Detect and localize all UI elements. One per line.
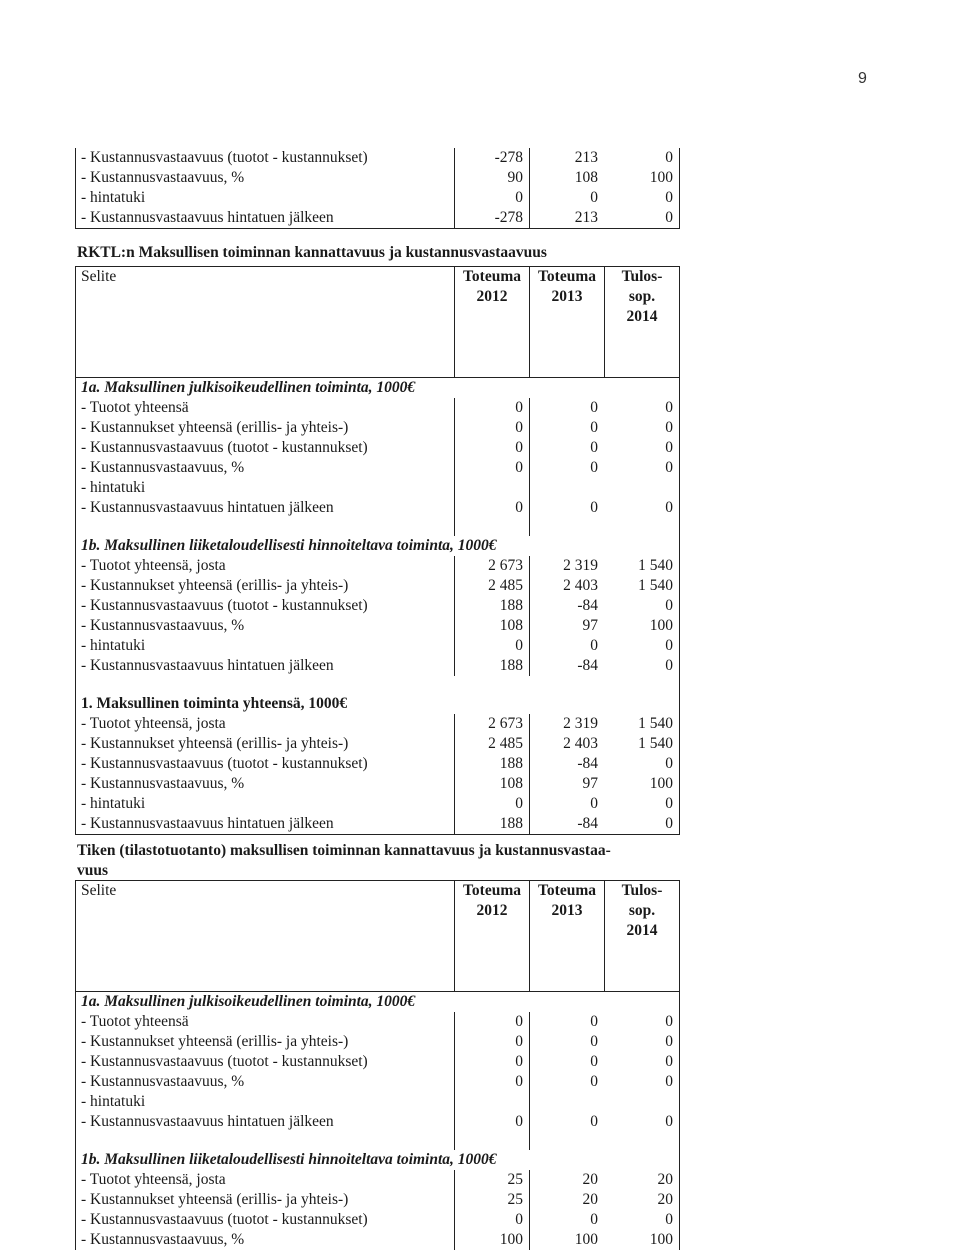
table-row bbox=[76, 794, 679, 814]
value-2012: 0 bbox=[454, 498, 529, 518]
value-2012: 90 bbox=[454, 168, 529, 188]
value-2013: 0 bbox=[529, 1210, 604, 1230]
value-2012: 108 bbox=[454, 616, 529, 636]
row-label: - Kustannusvastaavuus, % bbox=[81, 775, 245, 792]
rktl-table bbox=[75, 266, 680, 835]
row-label: - Kustannusvastaavuus, % bbox=[81, 1231, 245, 1248]
value-2014: 0 bbox=[665, 189, 673, 206]
value-2013: 0 bbox=[529, 1052, 604, 1072]
table-row bbox=[76, 188, 679, 208]
value-2013: 20 bbox=[529, 1190, 604, 1210]
value-2014: 1 540 bbox=[638, 557, 673, 574]
row-label: - Kustannukset yhteensä (erillis- ja yhteis-) bbox=[81, 419, 349, 436]
value-2012: 108 bbox=[454, 774, 529, 794]
value-2013: -84 bbox=[529, 754, 604, 774]
rktl-spacer-2 bbox=[76, 676, 679, 694]
value-2014: 0 bbox=[665, 399, 673, 416]
tike-1a-rows bbox=[76, 1012, 679, 1132]
value-2014: 100 bbox=[649, 775, 673, 792]
row-label: - hintatuki bbox=[81, 637, 146, 654]
tike-header-spacer bbox=[76, 941, 679, 992]
table-row bbox=[76, 498, 679, 518]
value-2013: 213 bbox=[529, 208, 604, 228]
row-label: - Kustannusvastaavuus hintatuen jälkeen bbox=[81, 657, 334, 674]
row-label: - Tuotot yhteensä bbox=[81, 1013, 189, 1030]
tike-1a-heading: 1a. Maksullinen julkisoikeudellinen toiminta, 1000€ bbox=[81, 993, 416, 1010]
value-2014: 0 bbox=[665, 419, 673, 436]
row-label: - Kustannusvastaavuus (tuotot - kustannukset) bbox=[81, 597, 368, 614]
value-2013: 0 bbox=[529, 458, 604, 478]
value-2012: 0 bbox=[454, 458, 529, 478]
rktl-header-2013: Toteuma 2013 bbox=[529, 267, 604, 327]
value-2013: -84 bbox=[529, 814, 604, 834]
value-2012: 0 bbox=[454, 1032, 529, 1052]
value-2012: 25 bbox=[454, 1190, 529, 1210]
table-row bbox=[76, 616, 679, 636]
value-2014: 0 bbox=[665, 795, 673, 812]
tike-1b-rows bbox=[76, 1170, 679, 1250]
table-row bbox=[76, 576, 679, 596]
tike-title-line1: Tiken (tilastotuotanto) maksullisen toiminnan kannattavuus ja kustannusvastaa- bbox=[77, 842, 611, 859]
value-2013: 0 bbox=[529, 418, 604, 438]
row-label: - Kustannusvastaavuus (tuotot - kustannukset) bbox=[81, 1211, 368, 1228]
tike-1b-heading: 1b. Maksullinen liiketaloudellisesti hinnoiteltava toiminta, 1000€ bbox=[81, 1151, 497, 1168]
value-2013: 97 bbox=[529, 616, 604, 636]
value-2014: 0 bbox=[665, 439, 673, 456]
tike-header-row bbox=[76, 881, 679, 941]
value-2014: 0 bbox=[665, 1211, 673, 1228]
value-2012: -278 bbox=[454, 208, 529, 228]
rktl-1-heading: 1. Maksullinen toiminta yhteensä, 1000€ bbox=[81, 695, 348, 712]
row-label: - hintatuki bbox=[81, 1093, 146, 1110]
row-label: - Kustannusvastaavuus, % bbox=[81, 459, 245, 476]
value-2013: 0 bbox=[529, 398, 604, 418]
tike-table bbox=[75, 880, 680, 1250]
rktl-header-selite: Selite bbox=[81, 268, 117, 285]
table-row bbox=[76, 418, 679, 438]
value-2013: 0 bbox=[529, 1072, 604, 1092]
value-2013: 100 bbox=[529, 1230, 604, 1250]
row-label: - Kustannusvastaavuus hintatuen jälkeen bbox=[81, 499, 334, 516]
table-row bbox=[76, 438, 679, 458]
value-2014: 0 bbox=[665, 459, 673, 476]
row-label: - Tuotot yhteensä bbox=[81, 399, 189, 416]
table-row bbox=[76, 656, 679, 676]
value-2013: 20 bbox=[529, 1170, 604, 1190]
table-row bbox=[76, 478, 679, 498]
value-2012: 0 bbox=[454, 1072, 529, 1092]
table-row bbox=[76, 1052, 679, 1072]
value-2012: 100 bbox=[454, 1230, 529, 1250]
rktl-1-rows bbox=[76, 714, 679, 834]
table-row bbox=[76, 556, 679, 576]
value-2013: -84 bbox=[529, 596, 604, 616]
rktl-1a-heading: 1a. Maksullinen julkisoikeudellinen toiminta, 1000€ bbox=[81, 379, 416, 396]
value-2014: 0 bbox=[665, 597, 673, 614]
table-row bbox=[76, 1112, 679, 1132]
value-2014: 1 540 bbox=[638, 577, 673, 594]
value-2014: 0 bbox=[665, 657, 673, 674]
top-rows bbox=[76, 148, 679, 228]
rktl-header-2014: Tulos- sop. 2014 bbox=[604, 267, 679, 327]
rktl-header-row bbox=[76, 267, 679, 327]
value-2014: 0 bbox=[665, 1073, 673, 1090]
row-label: - Kustannukset yhteensä (erillis- ja yhteis-) bbox=[81, 1191, 349, 1208]
row-label: - Kustannusvastaavuus (tuotot - kustannukset) bbox=[81, 439, 368, 456]
row-label: - Tuotot yhteensä, josta bbox=[81, 715, 226, 732]
rktl-title: RKTL:n Maksullisen toiminnan kannattavuus ja kustannusvastaavuus bbox=[77, 244, 547, 261]
row-label: - Kustannusvastaavuus, % bbox=[81, 169, 245, 186]
value-2012: 188 bbox=[454, 596, 529, 616]
value-2014: 20 bbox=[657, 1191, 673, 1208]
rktl-1b-rows bbox=[76, 556, 679, 676]
table-row bbox=[76, 714, 679, 734]
value-2014: 100 bbox=[649, 169, 673, 186]
value-2013: 2 319 bbox=[529, 556, 604, 576]
value-2012: 2 485 bbox=[454, 734, 529, 754]
table-row bbox=[76, 814, 679, 834]
row-label: - Kustannusvastaavuus hintatuen jälkeen bbox=[81, 209, 334, 226]
top-continuation-table bbox=[75, 148, 680, 229]
value-2013: 0 bbox=[529, 1012, 604, 1032]
value-2014: 0 bbox=[665, 149, 673, 166]
row-label: - Kustannusvastaavuus, % bbox=[81, 1073, 245, 1090]
row-label: - Kustannusvastaavuus (tuotot - kustannukset) bbox=[81, 1053, 368, 1070]
table-row bbox=[76, 1012, 679, 1032]
value-2012: 25 bbox=[454, 1170, 529, 1190]
value-2013: -84 bbox=[529, 656, 604, 676]
row-label: - Kustannusvastaavuus hintatuen jälkeen bbox=[81, 1113, 334, 1130]
table-row bbox=[76, 148, 679, 168]
table-row bbox=[76, 754, 679, 774]
value-2012: 188 bbox=[454, 656, 529, 676]
table-row bbox=[76, 1170, 679, 1190]
table-row bbox=[76, 1092, 679, 1112]
row-label: - Kustannusvastaavuus, % bbox=[81, 617, 245, 634]
rktl-header-spacer bbox=[76, 327, 679, 378]
value-2012: -278 bbox=[454, 148, 529, 168]
row-label: - Kustannusvastaavuus (tuotot - kustannukset) bbox=[81, 755, 368, 772]
value-2014: 0 bbox=[665, 1053, 673, 1070]
table-row bbox=[76, 1190, 679, 1210]
table-row bbox=[76, 168, 679, 188]
value-2013: 0 bbox=[529, 498, 604, 518]
value-2013: 2 319 bbox=[529, 714, 604, 734]
value-2013: 0 bbox=[529, 1032, 604, 1052]
row-label: - Tuotot yhteensä, josta bbox=[81, 1171, 226, 1188]
table-row bbox=[76, 636, 679, 656]
row-label: - Kustannusvastaavuus hintatuen jälkeen bbox=[81, 815, 334, 832]
value-2014: 100 bbox=[649, 617, 673, 634]
value-2014: 0 bbox=[665, 209, 673, 226]
rktl-1a-rows bbox=[76, 398, 679, 518]
value-2013: 0 bbox=[529, 438, 604, 458]
tike-header-2013: Toteuma 2013 bbox=[529, 881, 604, 941]
table-row bbox=[76, 774, 679, 794]
value-2013: 213 bbox=[529, 148, 604, 168]
row-label: - hintatuki bbox=[81, 479, 146, 496]
table-row bbox=[76, 1072, 679, 1092]
value-2012: 0 bbox=[454, 1210, 529, 1230]
rktl-header-2012: Toteuma 2012 bbox=[454, 267, 529, 327]
row-label: - Kustannukset yhteensä (erillis- ja yhteis-) bbox=[81, 577, 349, 594]
row-label: - Kustannukset yhteensä (erillis- ja yhteis-) bbox=[81, 1033, 349, 1050]
row-label: - hintatuki bbox=[81, 795, 146, 812]
value-2013: 0 bbox=[529, 188, 604, 208]
table-row bbox=[76, 1210, 679, 1230]
value-2014: 1 540 bbox=[638, 715, 673, 732]
table-row bbox=[76, 1230, 679, 1250]
value-2013: 0 bbox=[529, 1112, 604, 1132]
row-label: - Tuotot yhteensä, josta bbox=[81, 557, 226, 574]
value-2012: 0 bbox=[454, 188, 529, 208]
value-2012: 0 bbox=[454, 418, 529, 438]
value-2013: 0 bbox=[529, 636, 604, 656]
value-2012 bbox=[454, 478, 529, 498]
value-2014: 0 bbox=[665, 1013, 673, 1030]
value-2012: 0 bbox=[454, 398, 529, 418]
value-2013: 2 403 bbox=[529, 576, 604, 596]
value-2014 bbox=[604, 1092, 679, 1112]
tike-header-selite: Selite bbox=[81, 882, 117, 899]
row-label: - hintatuki bbox=[81, 189, 146, 206]
value-2012: 0 bbox=[454, 1052, 529, 1072]
rktl-spacer-1 bbox=[76, 518, 679, 536]
rktl-1-heading-row bbox=[76, 694, 679, 714]
value-2014: 0 bbox=[665, 1033, 673, 1050]
value-2013: 108 bbox=[529, 168, 604, 188]
value-2012: 0 bbox=[454, 794, 529, 814]
value-2013: 97 bbox=[529, 774, 604, 794]
tike-1a-heading-row bbox=[76, 992, 679, 1012]
table-row bbox=[76, 398, 679, 418]
value-2014 bbox=[604, 478, 679, 498]
tike-spacer-1 bbox=[76, 1132, 679, 1150]
value-2012: 2 673 bbox=[454, 556, 529, 576]
value-2012: 188 bbox=[454, 814, 529, 834]
value-2014: 0 bbox=[665, 637, 673, 654]
value-2014: 20 bbox=[657, 1171, 673, 1188]
row-label: - Kustannusvastaavuus (tuotot - kustannukset) bbox=[81, 149, 368, 166]
table-row bbox=[76, 208, 679, 228]
value-2012: 0 bbox=[454, 1112, 529, 1132]
tike-header-2012: Toteuma 2012 bbox=[454, 881, 529, 941]
table-row bbox=[76, 596, 679, 616]
value-2012: 2 673 bbox=[454, 714, 529, 734]
value-2013: 0 bbox=[529, 794, 604, 814]
table-row bbox=[76, 458, 679, 478]
tike-1b-heading-row bbox=[76, 1150, 679, 1170]
value-2014: 1 540 bbox=[638, 735, 673, 752]
value-2013 bbox=[529, 1092, 604, 1112]
tike-header-2014: Tulos- sop. 2014 bbox=[604, 881, 679, 941]
rktl-1a-heading-row bbox=[76, 378, 679, 398]
rktl-1b-heading: 1b. Maksullinen liiketaloudellisesti hinnoiteltava toiminta, 1000€ bbox=[81, 537, 497, 554]
value-2014: 100 bbox=[649, 1231, 673, 1248]
value-2014: 0 bbox=[665, 1113, 673, 1130]
rktl-1b-heading-row bbox=[76, 536, 679, 556]
tike-title-line2: vuus bbox=[77, 862, 109, 879]
table-row bbox=[76, 734, 679, 754]
value-2012: 188 bbox=[454, 754, 529, 774]
value-2012: 0 bbox=[454, 636, 529, 656]
page-number: 9 bbox=[858, 70, 867, 87]
table-row bbox=[76, 1032, 679, 1052]
value-2012: 0 bbox=[454, 438, 529, 458]
value-2012: 0 bbox=[454, 1012, 529, 1032]
value-2012: 2 485 bbox=[454, 576, 529, 596]
value-2014: 0 bbox=[665, 499, 673, 516]
value-2013 bbox=[529, 478, 604, 498]
row-label: - Kustannukset yhteensä (erillis- ja yhteis-) bbox=[81, 735, 349, 752]
value-2012 bbox=[454, 1092, 529, 1112]
value-2014: 0 bbox=[665, 755, 673, 772]
value-2014: 0 bbox=[665, 815, 673, 832]
value-2013: 2 403 bbox=[529, 734, 604, 754]
